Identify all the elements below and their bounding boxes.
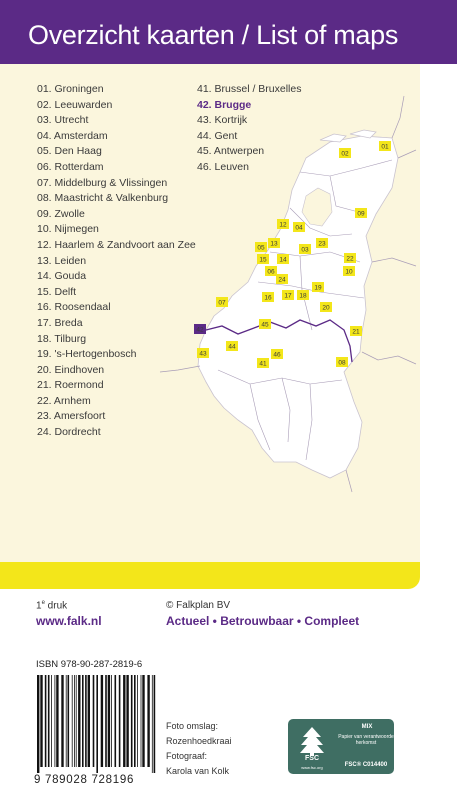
map-badge <box>216 297 228 307</box>
map-badge-label: 24 <box>278 276 286 284</box>
map-badge <box>312 282 324 292</box>
map-badge <box>316 238 328 248</box>
map-list-item: 17. Breda <box>37 316 83 329</box>
map-badge-label: 15 <box>259 256 267 264</box>
map-list-item: 45. Antwerpen <box>197 145 265 158</box>
map-badge <box>262 292 274 302</box>
map-list-item: 07. Middelburg & Vlissingen <box>37 176 168 189</box>
map-badge-label: 19 <box>314 284 322 292</box>
map-badge <box>343 266 355 276</box>
map-badge-label: 44 <box>228 343 236 351</box>
map-badge-label: 13 <box>270 240 278 248</box>
map-list-item: 41. Brussel / Bruxelles <box>197 83 302 95</box>
map-badge <box>226 341 238 351</box>
map-badge-label: 04 <box>295 224 303 232</box>
tagline: Actueel • Betrouwbaar • Compleet <box>166 614 360 628</box>
photo-credit-line: Karola van Kolk <box>166 766 230 776</box>
isbn-text: ISBN 978-90-287-2819-6 <box>36 659 143 670</box>
map-badge-label: 06 <box>267 268 275 276</box>
map-badge-label: 45 <box>261 321 269 329</box>
map-badge-label: 09 <box>357 210 365 218</box>
map-badge <box>277 254 289 264</box>
map-list-item: 14. Gouda <box>37 270 87 283</box>
map-list-item: 19. 's-Hertogenbosch <box>37 348 137 361</box>
map-list-item: 10. Nijmegen <box>37 223 99 236</box>
map-list-item: 18. Tilburg <box>37 332 87 345</box>
edition-superscript: e <box>41 600 45 606</box>
map-badge <box>355 208 367 218</box>
photo-credit-line: Rozenhoedkraai <box>166 736 232 746</box>
map-list-item: 20. Eindhoven <box>37 363 105 376</box>
photo-credit <box>166 719 232 779</box>
map-badge-label: 20 <box>322 304 330 312</box>
map-badge <box>257 254 269 264</box>
map-badge <box>297 290 309 300</box>
fsc-mix-label: MIX <box>361 724 373 730</box>
map-badge-label: 21 <box>352 328 360 336</box>
map-list-left <box>37 82 196 441</box>
map-badge <box>282 290 294 300</box>
fsc-tree-icon <box>293 723 331 769</box>
map-badge-label: 12 <box>279 221 287 229</box>
header-banner <box>0 0 457 64</box>
map-list-item: 06. Rotterdam <box>37 160 104 173</box>
map-list-item: 16. Roosendaal <box>37 301 111 314</box>
map-badge-label: 41 <box>259 360 267 368</box>
website-link[interactable]: www.falk.nl <box>36 614 102 628</box>
map-badge <box>320 302 332 312</box>
map-list-item: 22. Arnhem <box>37 394 91 407</box>
map-badge-label: 05 <box>257 244 265 252</box>
map-badge <box>271 349 283 359</box>
map-badge-label: 23 <box>318 240 326 248</box>
map-badge-label: 01 <box>381 143 389 151</box>
map-badge <box>350 326 362 336</box>
map-badge <box>257 358 269 368</box>
map-list-item: 24. Dordrecht <box>37 426 101 439</box>
map-list-item: 21. Roermond <box>37 379 104 392</box>
map-badge <box>194 324 206 334</box>
map-badge-label: 02 <box>341 150 349 158</box>
map-badge <box>339 148 351 158</box>
edition-info <box>36 600 67 611</box>
map-list-item: 46. Leuven <box>197 160 249 173</box>
copyright-text: © Falkplan BV <box>166 600 231 611</box>
map-list-item: 08. Maastricht & Valkenburg <box>37 192 169 205</box>
photo-credit-line: Foto omslag: <box>166 721 219 731</box>
fsc-label: FSC <box>305 755 319 762</box>
map-badge <box>265 266 277 276</box>
photo-credit-line: Fotograaf: <box>166 751 208 761</box>
map-list-item: 44. Gent <box>197 129 238 142</box>
map-list-item: 23. Amersfoort <box>37 410 106 423</box>
map-list-item: 09. Zwolle <box>37 207 85 220</box>
map-badge-label: 07 <box>218 299 226 307</box>
map-badge-label: 42 <box>196 326 204 334</box>
map-badge-label: 18 <box>299 292 307 300</box>
map-list-item: 04. Amsterdam <box>37 129 108 142</box>
map-list-item: 43. Kortrijk <box>197 114 248 127</box>
barcode-number: 9 789028 728196 <box>34 774 135 786</box>
map-badge-label: 16 <box>264 294 272 302</box>
map-badge <box>197 348 209 358</box>
map-badge-label: 10 <box>345 268 353 276</box>
fsc-certification-badge <box>288 719 394 774</box>
edition-label: druk <box>44 600 68 612</box>
map-badge <box>277 219 289 229</box>
edition-number: 1 <box>36 600 42 612</box>
map-list-item: 05. Den Haag <box>37 145 102 158</box>
map-badge <box>299 244 311 254</box>
map-overview-panel <box>0 64 420 589</box>
map-badge <box>344 253 356 263</box>
map-list-item: 03. Utrecht <box>37 114 89 127</box>
map-badge-label: 22 <box>346 255 354 263</box>
fsc-sub-label: Papier van verantwoorde herkomst <box>338 734 394 746</box>
map-badge <box>268 238 280 248</box>
map-badge <box>336 357 348 367</box>
map-badge-label: 17 <box>284 292 292 300</box>
map-badge-label: 14 <box>279 256 287 264</box>
map-badge-label: 43 <box>199 350 207 358</box>
map-list-item-highlighted: 42. Brugge <box>197 98 252 111</box>
map-badge <box>379 141 391 151</box>
map-badge-label: 46 <box>273 351 281 359</box>
map-list-item: 13. Leiden <box>37 254 87 267</box>
map-list-right <box>197 82 301 176</box>
map-list-item: 15. Delft <box>37 285 77 298</box>
page-title: Overzicht kaarten / List of maps <box>28 20 399 50</box>
map-list-item: 12. Haarlem & Zandvoort aan Zee <box>37 238 196 251</box>
fsc-license-code: FSC® C014400 <box>344 762 388 768</box>
map-badge <box>255 242 267 252</box>
map-badge-label: 08 <box>338 359 346 367</box>
map-badge <box>276 274 288 284</box>
map-badge <box>293 222 305 232</box>
map-badge-label: 03 <box>301 246 309 254</box>
map-badge <box>259 319 271 329</box>
map-list-item: 01. Groningen <box>37 83 104 95</box>
fsc-url: www.fsc.org <box>301 765 323 770</box>
barcode <box>36 675 156 773</box>
map-list-item: 02. Leeuwarden <box>37 98 113 111</box>
